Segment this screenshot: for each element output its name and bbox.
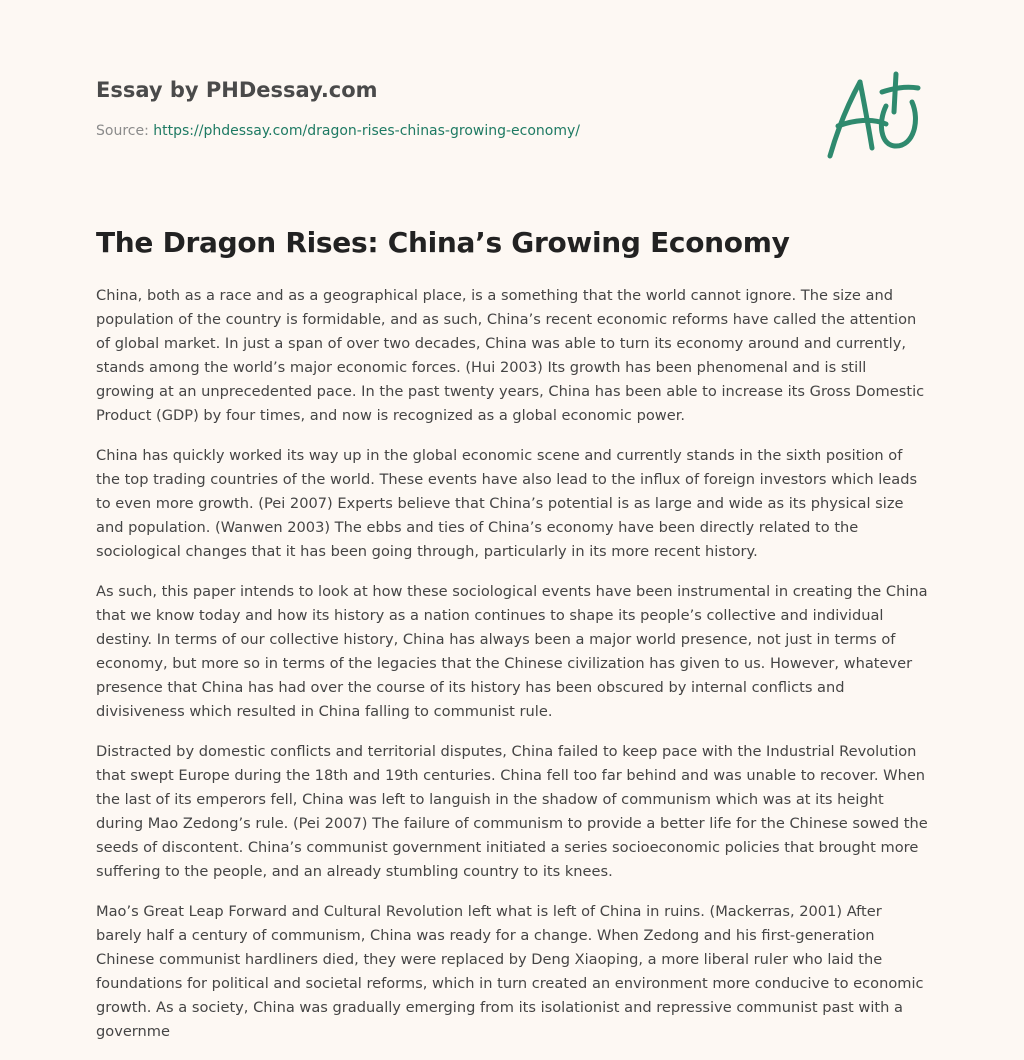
source-line	[96, 123, 580, 139]
essay-title: The Dragon Rises: China’s Growing Economy	[96, 226, 790, 259]
source-label: Source:	[96, 123, 149, 139]
site-title: Essay by PHDessay.com	[96, 78, 378, 102]
essay-paragraph: China, both as a race and as a geographical place, is a something that the world cannot ignore. The size and population of the country is formidable, and as such, China’s recent economic reforms have called the attention of global market. In just a span of over two decades, China was able to turn its economy around and currently, stands among the world’s major economic forces. (Hui 2003) Its growth has been phenomenal and is still growing at an unprecedented pace. In the past twenty years, China has been able to increase its Gross Domestic Product (GDP) by four times, and now is recognized as a global economic power.	[96, 287, 925, 424]
essay-paragraph: Mao’s Great Leap Forward and Cultural Revolution left what is left of China in ruins. (Mackerras, 2001) After barely half a century of communism, China was ready for a change. When Zedong and his first-generation Chinese communist hardliners died, they were replaced by Deng Xiaoping, a more liberal ruler who laid the foundations for political and societal reforms, which in turn created an environment more conducive to economic growth. As a society, China was gradually emerging from its isolationist and repressive communist past with a governme	[96, 903, 924, 1040]
essay-paragraph: China has quickly worked its way up in the global economic scene and currently stands in the sixth position of the top trading countries of the world. These events have also lead to the influx of foreign investors which leads to even more growth. (Pei 2007) Experts believe that China’s potential is as large and wide as its physical size and population. (Wanwen 2003) The ebbs and ties of China’s economy have been directly related to the sociological changes that it has been going through, particularly in its more recent history.	[96, 447, 918, 560]
essay-paragraph: Distracted by domestic conflicts and territorial disputes, China failed to keep pace with the Industrial Revolution that swept Europe during the 18th and 19th centuries. China fell too far behind and was unable to recover. When the last of its emperors fell, China was left to languish in the shadow of communism which was at its height during Mao Zedong’s rule. (Pei 2007) The failure of communism to provide a better life for the Chinese sowed the seeds of discontent. China’s communist government initiated a series socioeconomic policies that brought more suffering to the people, and an already stumbling country to its knees.	[96, 743, 928, 880]
a-plus-logo-icon	[824, 68, 924, 164]
essay-body	[96, 284, 928, 1060]
source-link[interactable]: https://phdessay.com/dragon-rises-chinas-growing-economy/	[153, 123, 580, 139]
essay-paragraph: As such, this paper intends to look at how these sociological events have been instrumental in creating the China that we know today and how its history as a nation continues to shape its people’s collective and individual destiny. In terms of our collective history, China has always been a major world presence, not just in terms of economy, but more so in terms of the legacies that the Chinese civilization has given to us. However, whatever presence that China has had over the course of its history has been obscured by internal conflicts and divisiveness which resulted in China falling to communist rule.	[96, 583, 928, 720]
